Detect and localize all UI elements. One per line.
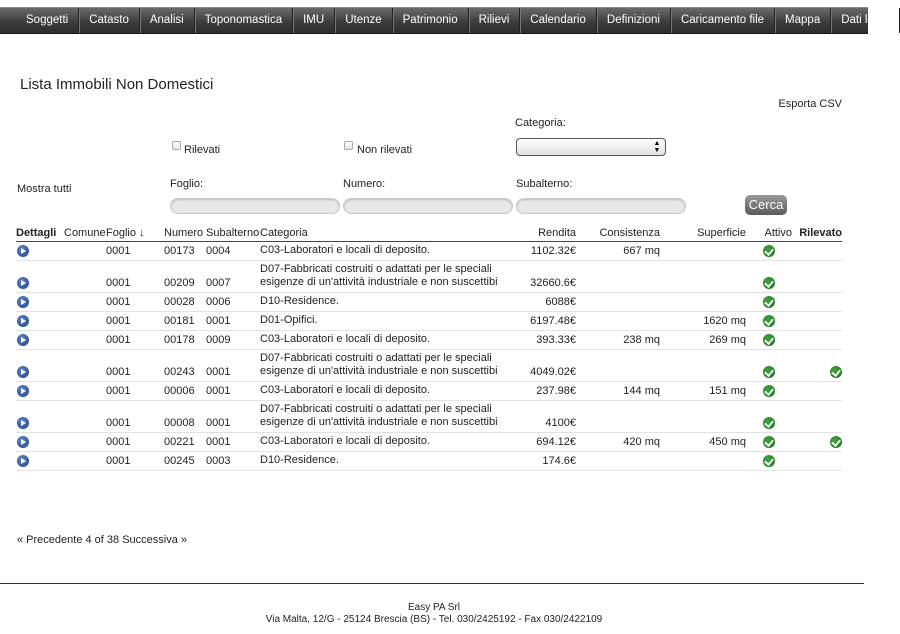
- cell-numero: 00245: [164, 452, 206, 471]
- cell-dettagli: [16, 350, 64, 382]
- cell-numero: 00178: [164, 331, 206, 350]
- attivo-check-icon: [763, 417, 775, 429]
- cell-rendita: 6088€: [504, 293, 576, 312]
- cell-consistenza: [576, 401, 660, 433]
- cell-categoria: D07-Fabbricati costruiti o adattati per le speciali esigenze di un'attività industriale e non suscettibi: [260, 350, 504, 382]
- categoria-label: Categoria:: [515, 117, 566, 129]
- cell-consistenza: 667 mq: [576, 242, 660, 261]
- cell-rendita: 32660.6€: [504, 261, 576, 293]
- nav-item-mappa[interactable]: Mappa: [775, 8, 831, 33]
- cell-rilevato: [792, 452, 842, 471]
- nav-item-dati-login[interactable]: Dati login: [831, 8, 900, 33]
- cell-foglio: 0001: [106, 382, 164, 401]
- non-rilevati-checkbox[interactable]: [344, 141, 353, 150]
- cell-superficie: [660, 350, 746, 382]
- cell-rendita: 237.98€: [504, 382, 576, 401]
- cell-comune: [64, 293, 106, 312]
- cell-numero: 00209: [164, 261, 206, 293]
- details-icon[interactable]: [17, 455, 29, 467]
- attivo-check-icon: [763, 455, 775, 467]
- cell-categoria: D07-Fabbricati costruiti o adattati per le speciali esigenze di un'attività industriale e non suscettibi: [260, 261, 504, 293]
- details-icon[interactable]: [17, 277, 29, 289]
- cell-categoria: C03-Laboratori e locali di deposito.: [260, 331, 504, 350]
- cell-superficie: [660, 452, 746, 471]
- cell-subalterno: 0001: [206, 433, 260, 452]
- col-categoria[interactable]: Categoria: [260, 226, 504, 242]
- cell-numero: 00221: [164, 433, 206, 452]
- details-icon[interactable]: [17, 417, 29, 429]
- cell-categoria: C03-Laboratori e locali di deposito.: [260, 382, 504, 401]
- cell-foglio: 0001: [106, 433, 164, 452]
- pagination[interactable]: « Precedente 4 of 38 Successiva »: [17, 534, 187, 546]
- cell-dettagli: [16, 261, 64, 293]
- cell-dettagli: [16, 242, 64, 261]
- cell-attivo: [746, 350, 792, 382]
- nav-item-patrimonio[interactable]: Patrimonio: [393, 8, 469, 33]
- cell-superficie: 450 mq: [660, 433, 746, 452]
- cell-categoria: D01-Opifici.: [260, 312, 504, 331]
- cell-foglio: 0001: [106, 331, 164, 350]
- attivo-check-icon: [763, 277, 775, 289]
- cell-dettagli: [16, 382, 64, 401]
- page-title: Lista Immobili Non Domestici: [20, 76, 214, 93]
- mostra-tutti-link[interactable]: Mostra tutti: [17, 183, 72, 195]
- cell-attivo: [746, 293, 792, 312]
- cell-superficie: [660, 401, 746, 433]
- nav-item-toponomastica[interactable]: Toponomastica: [195, 8, 293, 33]
- cell-foglio: 0001: [106, 401, 164, 433]
- export-csv-link[interactable]: Esporta CSV: [778, 98, 842, 110]
- rilevato-check-icon: [830, 436, 842, 448]
- cell-subalterno: 0004: [206, 242, 260, 261]
- cell-dettagli: [16, 452, 64, 471]
- select-arrows-icon: ▲ ▼: [653, 140, 661, 154]
- table-row: [16, 242, 842, 261]
- nav-item-rilievi[interactable]: Rilievi: [469, 8, 521, 33]
- cell-superficie: [660, 261, 746, 293]
- cell-foglio: 0001: [106, 312, 164, 331]
- col-superficie[interactable]: Superficie: [660, 226, 746, 242]
- cell-consistenza: 238 mq: [576, 331, 660, 350]
- cell-attivo: [746, 401, 792, 433]
- nav-item-caricamento-file[interactable]: Caricamento file: [671, 8, 775, 33]
- cell-comune: [64, 312, 106, 331]
- table-row: [16, 382, 842, 401]
- cell-rilevato: [792, 312, 842, 331]
- cell-consistenza: [576, 452, 660, 471]
- cell-attivo: [746, 261, 792, 293]
- cell-rilevato: [792, 350, 842, 382]
- cell-rilevato: [792, 433, 842, 452]
- cell-numero: 00006: [164, 382, 206, 401]
- table-row: [16, 452, 842, 471]
- attivo-check-icon: [763, 436, 775, 448]
- cell-rendita: 4100€: [504, 401, 576, 433]
- table-row: [16, 293, 842, 312]
- categoria-select[interactable]: [516, 138, 666, 156]
- cell-attivo: [746, 242, 792, 261]
- nav-item-soggetti[interactable]: Soggetti: [16, 8, 79, 33]
- cell-consistenza: [576, 350, 660, 382]
- cell-subalterno: 0001: [206, 382, 260, 401]
- foglio-label: Foglio:: [170, 178, 204, 190]
- cell-numero: 00173: [164, 242, 206, 261]
- cell-subalterno: 0009: [206, 331, 260, 350]
- table-row: [16, 401, 842, 433]
- subalterno-input[interactable]: [516, 198, 686, 214]
- cell-numero: 00008: [164, 401, 206, 433]
- cell-consistenza: [576, 293, 660, 312]
- attivo-check-icon: [763, 315, 775, 327]
- cell-attivo: [746, 433, 792, 452]
- cell-comune: [64, 401, 106, 433]
- subalterno-label: Subalterno:: [516, 178, 573, 190]
- col-consistenza[interactable]: Consistenza: [576, 226, 660, 242]
- cell-consistenza: 420 mq: [576, 433, 660, 452]
- details-icon[interactable]: [17, 385, 29, 397]
- cell-rendita: 694.12€: [504, 433, 576, 452]
- table-row: [16, 261, 842, 293]
- footer-address: Via Malta, 12/G - 25124 Brescia (BS) - Tel. 030/2425192 - Fax 030/2422109: [265, 614, 603, 625]
- footer: [0, 602, 868, 626]
- cell-rilevato: [792, 293, 842, 312]
- col-rilevato[interactable]: Rilevato: [792, 226, 842, 242]
- cell-superficie: [660, 242, 746, 261]
- cell-superficie: 269 mq: [660, 331, 746, 350]
- cell-comune: [64, 452, 106, 471]
- cell-subalterno: 0001: [206, 401, 260, 433]
- cell-rendita: 393.33€: [504, 331, 576, 350]
- details-icon[interactable]: [17, 315, 29, 327]
- cell-subalterno: 0003: [206, 452, 260, 471]
- cell-consistenza: [576, 261, 660, 293]
- attivo-check-icon: [763, 366, 775, 378]
- non-rilevati-label: Non rilevati: [357, 144, 413, 156]
- cell-attivo: [746, 382, 792, 401]
- col-rendita[interactable]: Rendita: [504, 226, 576, 242]
- rilevato-check-icon: [830, 366, 842, 378]
- details-icon[interactable]: [17, 436, 29, 448]
- cell-foglio: 0001: [106, 261, 164, 293]
- nav-item-analisi[interactable]: Analisi: [140, 8, 195, 33]
- table-row: [16, 312, 842, 331]
- cell-subalterno: 0007: [206, 261, 260, 293]
- details-icon[interactable]: [17, 245, 29, 257]
- foglio-input[interactable]: [170, 198, 340, 214]
- cell-dettagli: [16, 331, 64, 350]
- cell-subalterno: 0001: [206, 350, 260, 382]
- attivo-check-icon: [763, 245, 775, 257]
- col-attivo[interactable]: Attivo: [746, 226, 792, 242]
- numero-label: Numero:: [343, 178, 386, 190]
- col-subalterno[interactable]: Subalterno: [206, 226, 260, 242]
- nav-item-catasto[interactable]: Catasto: [79, 8, 140, 33]
- cell-categoria: D10-Residence.: [260, 293, 504, 312]
- cell-subalterno: 0001: [206, 312, 260, 331]
- immobili-table: [16, 226, 842, 471]
- cell-comune: [64, 350, 106, 382]
- col-foglio[interactable]: Foglio ↓: [106, 226, 164, 242]
- cell-foglio: 0001: [106, 293, 164, 312]
- table-row: [16, 433, 842, 452]
- attivo-check-icon: [763, 385, 775, 397]
- cell-rendita: 174.6€: [504, 452, 576, 471]
- cell-numero: 00243: [164, 350, 206, 382]
- cell-categoria: C03-Laboratori e locali di deposito.: [260, 242, 504, 261]
- rilevati-label: Rilevati: [184, 144, 221, 156]
- cell-dettagli: [16, 312, 64, 331]
- table-row: [16, 350, 842, 382]
- cell-rilevato: [792, 331, 842, 350]
- col-dettagli: Dettagli: [16, 226, 64, 242]
- cell-consistenza: 144 mq: [576, 382, 660, 401]
- col-numero[interactable]: Numero: [164, 226, 206, 242]
- search-button[interactable]: Cerca: [745, 195, 787, 215]
- nav-item-definizioni[interactable]: Definizioni: [597, 8, 671, 33]
- cell-categoria: D07-Fabbricati costruiti o adattati per le speciali esigenze di un'attività industriale e non suscettibi: [260, 401, 504, 433]
- cell-consistenza: [576, 312, 660, 331]
- table-header-row: [16, 226, 842, 242]
- cell-rilevato: [792, 261, 842, 293]
- nav-item-utenze[interactable]: Utenze: [335, 8, 392, 33]
- cell-categoria: C03-Laboratori e locali di deposito.: [260, 433, 504, 452]
- cell-comune: [64, 331, 106, 350]
- cell-foglio: 0001: [106, 452, 164, 471]
- footer-company: Easy PA Srl: [407, 602, 461, 613]
- cell-numero: 00028: [164, 293, 206, 312]
- col-comune[interactable]: Comune: [64, 226, 106, 242]
- cell-attivo: [746, 331, 792, 350]
- cell-rilevato: [792, 382, 842, 401]
- details-icon[interactable]: [17, 366, 29, 378]
- main-nav: [0, 7, 890, 34]
- attivo-check-icon: [763, 334, 775, 346]
- cell-superficie: 151 mq: [660, 382, 746, 401]
- attivo-check-icon: [763, 296, 775, 308]
- cell-rendita: 1102.32€: [504, 242, 576, 261]
- cell-comune: [64, 433, 106, 452]
- cell-dettagli: [16, 401, 64, 433]
- cell-subalterno: 0006: [206, 293, 260, 312]
- nav-item-imu[interactable]: IMU: [293, 8, 335, 33]
- footer-divider: [0, 583, 864, 584]
- cell-rendita: 4049.02€: [504, 350, 576, 382]
- cell-comune: [64, 382, 106, 401]
- table-row: [16, 331, 842, 350]
- numero-input[interactable]: [343, 198, 513, 214]
- nav-item-calendario[interactable]: Calendario: [520, 8, 597, 33]
- details-icon[interactable]: [17, 296, 29, 308]
- cell-attivo: [746, 452, 792, 471]
- rilevati-checkbox[interactable]: [172, 141, 181, 150]
- cell-foglio: 0001: [106, 242, 164, 261]
- cell-comune: [64, 242, 106, 261]
- cell-comune: [64, 261, 106, 293]
- cell-superficie: 1620 mq: [660, 312, 746, 331]
- cell-numero: 00181: [164, 312, 206, 331]
- cell-attivo: [746, 312, 792, 331]
- cell-superficie: [660, 293, 746, 312]
- cell-foglio: 0001: [106, 350, 164, 382]
- cell-rendita: 6197.48€: [504, 312, 576, 331]
- details-icon[interactable]: [17, 334, 29, 346]
- cell-dettagli: [16, 293, 64, 312]
- cell-dettagli: [16, 433, 64, 452]
- cell-rilevato: [792, 242, 842, 261]
- cell-rilevato: [792, 401, 842, 433]
- cell-categoria: D10-Residence.: [260, 452, 504, 471]
